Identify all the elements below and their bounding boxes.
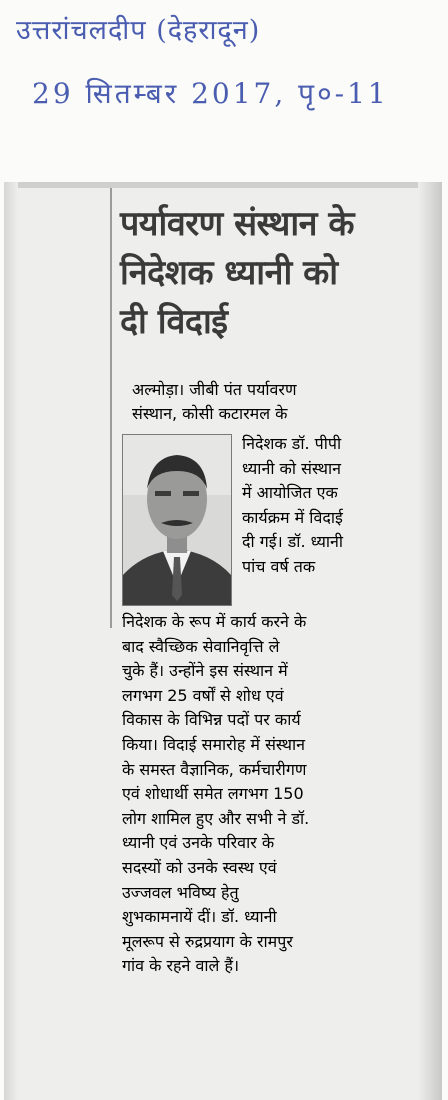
handwritten-source-note: उत्तरांचलदीप (देहरादून)	[16, 15, 261, 46]
body-line: ध्यानी एवं उनके परिवार के	[122, 833, 275, 853]
body-line: शुभकामनायें दीं। डॉ. ध्यानी	[122, 907, 277, 927]
body-line: चुके हैं। उन्होंने इस संस्थान में	[122, 661, 288, 681]
portrait-photo	[122, 434, 232, 606]
body-line: निदेशक डॉ. पीपी	[242, 434, 342, 453]
body-line: सदस्यों को उनके स्वस्थ एवं	[122, 857, 277, 877]
body-line: ध्यानी को संस्थान	[242, 458, 342, 478]
body-line: बाद स्वैच्छिक सेवानिवृत्ति ले	[122, 636, 280, 656]
body-line: में आयोजित एक	[242, 483, 338, 503]
clipping-top-edge	[4, 182, 442, 188]
body-line: कार्यक्रम में विदाई	[242, 507, 343, 527]
newspaper-clipping	[4, 182, 442, 1100]
article-headline	[116, 200, 416, 347]
handwritten-date-page-note: 29 सितम्बर 2017, पृ०-11	[32, 77, 389, 110]
body-line: गांव के रहने वाले हैं।	[122, 956, 240, 976]
clipping-left-shadow	[4, 182, 18, 1100]
body-line: पांच वर्ष तक	[242, 556, 316, 576]
body-line: विकास के विभिन्न पदों पर कार्य	[122, 710, 301, 730]
news-article	[116, 200, 416, 347]
intro-line: संस्थान, कोसी कटारमल के	[132, 404, 288, 423]
body-line: किया। विदाई समारोह में संस्थान	[122, 734, 306, 754]
clipping-right-edge	[418, 182, 442, 1100]
body-line: मूलरूप से रुद्रप्रयाग के रामपुर	[122, 931, 293, 951]
body-line: दी गई। डॉ. ध्यानी	[242, 532, 344, 552]
body-line: के समस्त वैज्ञानिक, कर्मचारीगण	[122, 759, 307, 779]
body-line: उज्जवल भविष्य हेतु	[122, 882, 239, 902]
headline-line: पर्यावरण संस्थान के	[120, 204, 354, 244]
article-intro	[132, 378, 414, 426]
intro-line: अल्मोड़ा। जीबी पंत पर्यावरण	[132, 380, 297, 399]
body-line: लगभग 25 वर्षों से शोध एवं	[122, 685, 284, 705]
headline-line: दी विदाई	[120, 302, 228, 342]
body-line: लोग शामिल हुए और सभी ने डॉ.	[122, 808, 310, 828]
body-line: एवं शोधार्थी समेत लगभग 150	[122, 784, 304, 804]
headline-line: निदेशक ध्यानी को	[120, 253, 338, 293]
article-body	[122, 378, 414, 979]
body-line: निदेशक के रूप में कार्य करने के	[122, 612, 307, 631]
column-divider	[110, 188, 112, 628]
